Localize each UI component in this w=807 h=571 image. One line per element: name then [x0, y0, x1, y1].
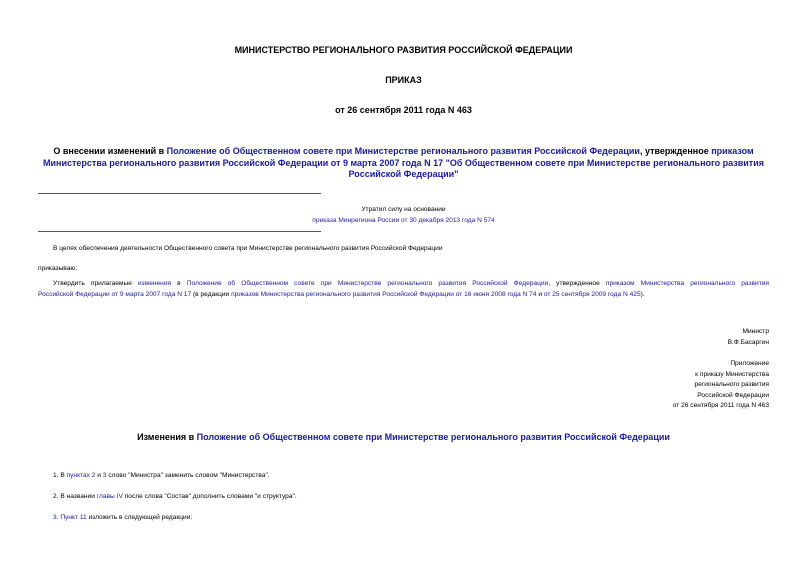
order-title [0, 146, 807, 181]
item3-b: изложить в следующей редакции: [86, 514, 193, 521]
changes-heading-prefix: Изменения в [137, 432, 197, 442]
appendix-line: от 26 сентября 2011 года N 463 [672, 402, 769, 410]
order-word: приказываю: [38, 265, 78, 272]
doc-type: ПРИКАЗ [385, 75, 422, 85]
link-order-2007[interactable]: приказом Министерства регионального развития [605, 280, 769, 287]
link-point-11[interactable]: 3. Пункт 11 [53, 514, 87, 521]
purpose-text: В целях обеспечения деятельности Общественного совета при Министерстве регионального развития Российской Федерации [53, 245, 443, 252]
link-chapter-4[interactable]: главы IV [96, 493, 123, 500]
title-prefix: О внесении изменений в [53, 146, 167, 156]
link-changes[interactable]: изменения [137, 280, 172, 287]
p2-c: ). [640, 291, 645, 298]
changes-heading [0, 432, 807, 442]
link-point-3[interactable]: 3 [102, 472, 107, 479]
divider-top [38, 193, 321, 194]
link-orders-2008[interactable]: приказов Министерства регионального развития Российской Федерации от 16 июня 2008 года N 74 [231, 291, 537, 298]
appendix-line: к приказу Министерства [695, 370, 769, 378]
appendix-block [673, 359, 769, 412]
link-points-2[interactable]: пунктах 2 [66, 472, 96, 479]
order-date: от 26 сентября 2011 года N 463 [335, 105, 472, 115]
appendix-line: Российской Федерации [697, 391, 769, 399]
change-item-3 [53, 514, 192, 521]
title-link-order-cont[interactable]: Министерства регионального развития Российской Федерации от 9 марта 2007 года N 17 "Об Общественном совете при Министерстве регионального развития [43, 157, 764, 168]
link-regulation[interactable]: Положение об Общественном совете при Министерстве регионального развития Российской Федерации [186, 280, 549, 287]
signature-name: В.Ф.Басаргин [727, 338, 769, 346]
item2-b: после слова "Состав" дополнить словами "и структура". [122, 493, 297, 500]
ministry-heading: МИНИСТЕРСТВО РЕГИОНАЛЬНОГО РАЗВИТИЯ РОССИЙСКОЙ ФЕДЕРАЦИИ [234, 45, 573, 55]
item1-c: слово "Министра" заменить словом "Министерства". [106, 472, 270, 479]
status-text: Утратил силу на основании [361, 206, 446, 213]
order-paragraph [38, 278, 769, 300]
appendix-line: Приложение [730, 360, 769, 367]
divider-bottom [38, 231, 321, 232]
item1-b: и [95, 472, 103, 479]
signature-position: Министр [742, 328, 769, 335]
title-link-regulation[interactable]: Положение об Общественном совете при Министерстве регионального развития Российской Федерации [166, 146, 640, 156]
status-link[interactable]: приказа Минрегиона России от 30 декабря 2013 года N 574 [312, 217, 495, 224]
p2-b: и [536, 291, 544, 298]
signature-block [728, 327, 769, 348]
change-item-2 [53, 493, 297, 500]
p1-c: , утвержденное [548, 280, 606, 287]
title-middle: , утвержденное [639, 146, 712, 156]
change-item-1 [53, 472, 270, 479]
item1-a: 1. В [53, 472, 67, 479]
link-order-2007-cont[interactable]: Российской Федерации от 9 марта 2007 года N 17 [38, 291, 192, 298]
item2-a: 2. В названии [53, 493, 97, 500]
title-link-order-end[interactable]: Российской Федерации" [348, 169, 459, 179]
p1-b: в [171, 280, 187, 287]
order-paragraph-line2 [38, 289, 769, 300]
appendix-line: регионального развития [694, 381, 769, 389]
order-paragraph-line1 [38, 278, 769, 289]
p1-a: Утвердить прилагаемые [53, 280, 138, 287]
changes-heading-link[interactable]: Положение об Общественном совете при Министерстве регионального развития Российской Федерации [196, 432, 670, 442]
p2-a: (в редакции [191, 291, 232, 298]
link-order-2009[interactable]: от 25 сентября 2009 года N 425 [543, 291, 641, 298]
title-link-order[interactable]: приказом [711, 146, 754, 156]
